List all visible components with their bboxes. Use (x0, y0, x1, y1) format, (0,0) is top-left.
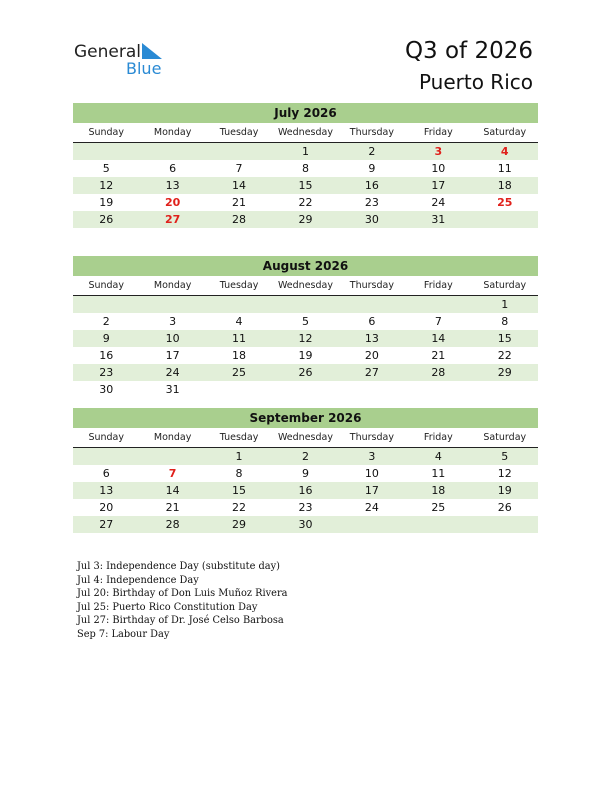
day-cell (206, 381, 272, 398)
week-row (73, 347, 538, 364)
day-cell: 14 (431, 332, 446, 345)
weekday-label: Wednesday (277, 280, 333, 291)
holiday-note: Jul 27: Birthday of Dr. José Celso Barbosa (77, 615, 284, 626)
day-cell: 29 (232, 518, 247, 531)
day-cell: 27 (364, 366, 379, 379)
month-august (73, 256, 538, 398)
day-cell: 8 (235, 467, 243, 480)
weekday-label: Sunday (88, 127, 124, 138)
week-row (73, 499, 538, 516)
weekday-header-row (73, 279, 538, 296)
holiday-note: Jul 20: Birthday of Don Luis Muñoz Rivera (77, 588, 288, 599)
weekday-label: Monday (153, 280, 192, 291)
day-cell: 20 (364, 349, 379, 362)
day-cell: 1 (301, 145, 309, 158)
day-cell: 14 (232, 179, 247, 192)
day-cell: 15 (232, 484, 247, 497)
week-row (73, 482, 538, 499)
day-cell: 13 (99, 484, 114, 497)
day-cell: 22 (298, 196, 313, 209)
weekday-label: Monday (153, 127, 192, 138)
day-cell: 12 (298, 332, 313, 345)
day-cell: 19 (99, 196, 114, 209)
day-cell: 10 (165, 332, 180, 345)
day-cell: 28 (165, 518, 180, 531)
day-cell: 10 (364, 467, 379, 480)
month-july (73, 103, 538, 228)
holiday-day-cell: 7 (168, 467, 177, 480)
day-cell: 5 (501, 450, 509, 463)
week-row (73, 143, 538, 160)
day-cell: 22 (497, 349, 512, 362)
day-cell: 16 (99, 349, 114, 362)
day-cell: 24 (431, 196, 446, 209)
day-cell: 9 (368, 162, 376, 175)
week-row (73, 381, 538, 398)
holiday-note: Jul 4: Independence Day (77, 574, 199, 586)
day-cell: 9 (102, 332, 110, 345)
day-cell (139, 448, 205, 465)
month-title: July 2026 (73, 103, 538, 123)
day-cell: 28 (232, 213, 247, 226)
week-row (73, 194, 538, 211)
weekday-label: Tuesday (219, 432, 259, 443)
day-cell (472, 381, 538, 398)
day-cell (139, 143, 205, 160)
day-cell: 24 (165, 366, 180, 379)
day-cell: 7 (235, 162, 243, 175)
day-cell: 5 (301, 315, 309, 328)
day-cell: 2 (301, 450, 309, 463)
day-cell: 11 (232, 332, 247, 345)
day-cell: 5 (102, 162, 110, 175)
day-cell: 13 (165, 179, 180, 192)
week-row (73, 313, 538, 330)
day-cell (339, 381, 405, 398)
day-cell: 7 (434, 315, 442, 328)
day-cell: 29 (298, 213, 313, 226)
day-cell: 18 (431, 484, 446, 497)
day-cell: 19 (497, 484, 512, 497)
weekday-label: Thursday (349, 127, 394, 138)
day-cell: 23 (99, 366, 114, 379)
day-cell: 1 (501, 298, 509, 311)
day-cell: 25 (232, 366, 247, 379)
day-cell: 24 (364, 501, 379, 514)
day-cell (405, 516, 471, 533)
day-cell: 15 (497, 332, 512, 345)
day-cell: 30 (364, 213, 379, 226)
day-cell: 21 (165, 501, 180, 514)
week-row (73, 211, 538, 228)
day-cell (139, 296, 205, 313)
day-cell: 11 (431, 467, 446, 480)
day-cell: 21 (232, 196, 247, 209)
day-cell (73, 296, 139, 313)
day-cell: 2 (102, 315, 110, 328)
weekday-label: Friday (423, 127, 453, 138)
day-cell: 4 (434, 450, 442, 463)
day-cell: 15 (298, 179, 313, 192)
day-cell: 13 (364, 332, 379, 345)
day-cell (472, 516, 538, 533)
day-cell: 11 (497, 162, 512, 175)
holiday-day-cell: 27 (164, 213, 181, 226)
day-cell: 31 (165, 383, 180, 396)
day-cell: 21 (431, 349, 446, 362)
month-title: August 2026 (73, 256, 538, 276)
holiday-note: Jul 3: Independence Day (substitute day) (77, 561, 280, 572)
holiday-day-cell: 25 (497, 196, 513, 209)
day-cell (272, 381, 338, 398)
page-subtitle: Puerto Rico (418, 70, 533, 94)
day-cell: 26 (497, 501, 512, 514)
day-cell: 27 (99, 518, 114, 531)
day-cell (339, 296, 405, 313)
day-cell: 6 (169, 162, 177, 175)
weekday-label: Friday (423, 432, 453, 443)
day-cell: 31 (431, 213, 446, 226)
day-cell: 10 (431, 162, 446, 175)
weekday-label: Saturday (483, 280, 527, 291)
weekday-label: Tuesday (219, 280, 259, 291)
week-row (73, 296, 538, 313)
day-cell: 26 (298, 366, 313, 379)
day-cell: 23 (364, 196, 379, 209)
weekday-label: Wednesday (277, 432, 333, 443)
day-cell: 30 (99, 383, 114, 396)
day-cell: 3 (368, 450, 376, 463)
weekday-label: Thursday (349, 432, 394, 443)
week-row (73, 177, 538, 194)
day-cell: 30 (298, 518, 313, 531)
day-cell: 12 (497, 467, 512, 480)
weekday-label: Thursday (349, 280, 394, 291)
holiday-day-cell: 3 (434, 145, 443, 158)
day-cell: 14 (165, 484, 180, 497)
week-row (73, 160, 538, 177)
weekday-label: Saturday (483, 127, 527, 138)
day-cell: 22 (232, 501, 247, 514)
weekday-label: Sunday (88, 280, 124, 291)
logo-blue-text: Blue (126, 59, 162, 78)
day-cell: 3 (169, 315, 177, 328)
day-cell: 18 (232, 349, 247, 362)
day-cell: 17 (165, 349, 180, 362)
day-cell: 16 (364, 179, 379, 192)
week-row (73, 364, 538, 381)
day-cell (206, 296, 272, 313)
day-cell (73, 448, 139, 465)
day-cell: 28 (431, 366, 446, 379)
week-row (73, 465, 538, 482)
holiday-day-cell: 20 (164, 196, 181, 209)
holiday-notes (77, 560, 288, 641)
day-cell: 12 (99, 179, 114, 192)
weekday-label: Saturday (483, 432, 527, 443)
day-cell (472, 211, 538, 228)
day-cell: 1 (235, 450, 243, 463)
logo-triangle-icon (142, 43, 162, 59)
day-cell: 2 (368, 145, 376, 158)
weekday-label: Friday (423, 280, 453, 291)
day-cell: 8 (301, 162, 309, 175)
day-cell: 16 (298, 484, 313, 497)
week-row (73, 516, 538, 533)
day-cell (405, 296, 471, 313)
day-cell (405, 381, 471, 398)
weekday-label: Tuesday (219, 127, 259, 138)
week-row (73, 448, 538, 465)
day-cell: 6 (102, 467, 110, 480)
month-title: September 2026 (73, 408, 538, 428)
day-cell: 17 (364, 484, 379, 497)
day-cell: 23 (298, 501, 313, 514)
logo-general-text: General (74, 42, 141, 62)
day-cell: 18 (497, 179, 512, 192)
holiday-note: Jul 25: Puerto Rico Constitution Day (77, 601, 258, 613)
day-cell (339, 516, 405, 533)
weekday-header-row (73, 431, 538, 448)
day-cell (272, 296, 338, 313)
day-cell: 20 (99, 501, 114, 514)
day-cell: 19 (298, 349, 313, 362)
page-title: Q3 of 2026 (404, 38, 533, 64)
day-cell: 6 (368, 315, 376, 328)
weekday-label: Wednesday (277, 127, 333, 138)
day-cell: 8 (501, 315, 509, 328)
day-cell (206, 143, 272, 160)
day-cell: 29 (497, 366, 512, 379)
day-cell: 26 (99, 213, 114, 226)
weekday-label: Sunday (88, 432, 124, 443)
month-september (73, 408, 538, 533)
holiday-note: Sep 7: Labour Day (77, 628, 170, 640)
day-cell: 25 (431, 501, 446, 514)
day-cell: 17 (431, 179, 446, 192)
weekday-header-row (73, 126, 538, 143)
day-cell (73, 143, 139, 160)
day-cell: 4 (235, 315, 243, 328)
day-cell: 9 (301, 467, 309, 480)
week-row (73, 330, 538, 347)
weekday-label: Monday (153, 432, 192, 443)
holiday-day-cell: 4 (500, 145, 509, 158)
